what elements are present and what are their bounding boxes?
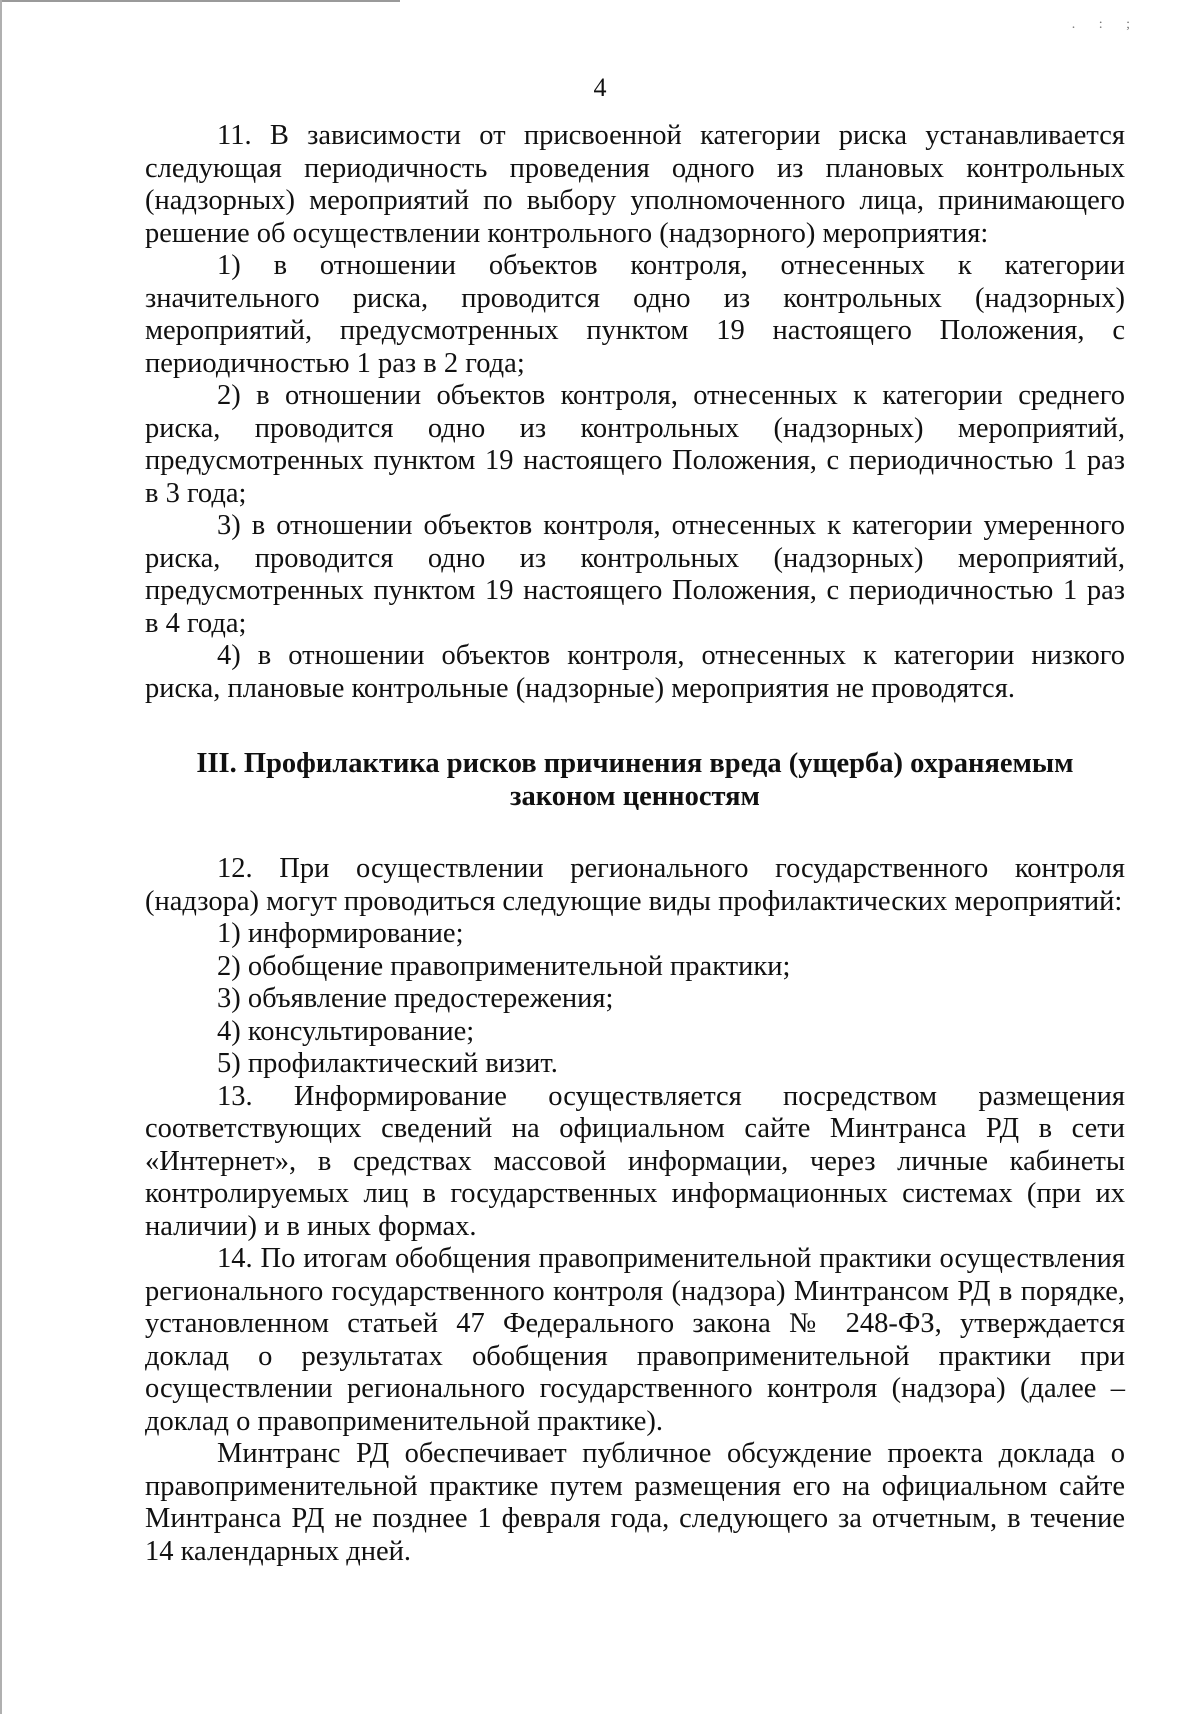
page-number: 4	[593, 73, 607, 102]
paragraph-13: 13. Информирование осуществляется посредством размещения соответствующих сведений на официальном сайте Минтранса РД в сети «Интернет», в средствах массовой информации, через личные кабинеты контролируемых лиц в государственных информационных системах (при их наличии) и в иных формах.	[145, 1080, 1125, 1242]
paragraph-11: 11. В зависимости от присвоенной категории риска устанавливается следующая периодичность проведения одного из плановых контрольных (надзорных) мероприятий по выбору уполномоченного лица, принимающего решение об осуществлении контрольного (надзорного) мероприятия:	[145, 120, 1125, 249]
paragraph-11-item-2: 2) в отношении объектов контроля, отнесенных к категории среднего риска, проводится одно из контрольных (надзорных) мероприятий, предусмотренных пунктом 19 настоящего Положения, с периодичностью 1 раз в 3 года;	[145, 380, 1125, 509]
section-heading-line-2: законом ценностям	[510, 781, 760, 812]
scan-specks: . : ;	[1071, 17, 1140, 32]
paragraph-final: Минтранс РД обеспечивает публичное обсуждение проекта доклада о правоприменительной практике путем размещения его на официальном сайте Минтранса РД не позднее 1 февраля года, следующего за отчетным, в течение 14 календарных дней.	[145, 1438, 1125, 1567]
scan-edge-left	[0, 0, 2, 1714]
section-heading-line-1: III. Профилактика рисков причинения вреда (ущерба) охраняемым	[196, 748, 1074, 779]
measure-item-1: 1) информирование;	[217, 918, 464, 949]
scan-edge-top	[0, 0, 400, 2]
paragraph-11-item-4: 4) в отношении объектов контроля, отнесенных к категории низкого риска, плановые контрольные (надзорные) мероприятия не проводятся.	[145, 640, 1125, 704]
measure-item-4: 4) консультирование;	[217, 1015, 475, 1047]
measure-item-2: 2) обобщение правоприменительной практики;	[217, 950, 791, 982]
measure-item-5: 5) профилактический визит.	[217, 1048, 558, 1079]
paragraph-14: 14. По итогам обобщения правоприменительной практики осуществления регионального государственного контроля (надзора) Минтрансом РД в порядке, установленном статьей 47 Федерального закона № 248-ФЗ, утверждается доклад о результатах обобщения правоприменительной практики при осуществлении регионального государственного контроля (надзора) (далее – доклад о правоприменительной практике).	[145, 1243, 1125, 1437]
document-body	[145, 120, 1125, 1568]
paragraph-11-item-1: 1) в отношении объектов контроля, отнесенных к категории значительного риска, проводится одно из контрольных (надзорных) мероприятий, предусмотренных пунктом 19 настоящего Положения, с периодичностью 1 раз в 2 года;	[145, 250, 1125, 379]
paragraph-12: 12. При осуществлении регионального государственного контроля (надзора) могут проводиться следующие виды профилактических мероприятий:	[145, 853, 1125, 917]
measure-item-3: 3) объявление предостережения;	[217, 983, 614, 1014]
section-heading	[145, 747, 1125, 813]
paragraph-11-item-3: 3) в отношении объектов контроля, отнесенных к категории умеренного риска, проводится одно из контрольных (надзорных) мероприятий, предусмотренных пунктом 19 настоящего Положения, с периодичностью 1 раз в 4 года;	[145, 510, 1125, 639]
